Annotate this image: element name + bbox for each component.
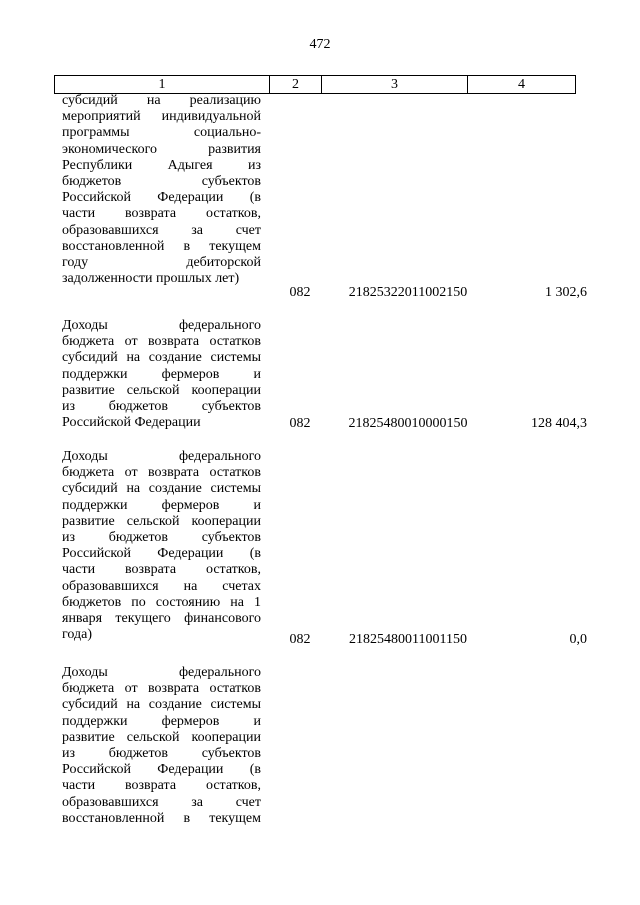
column-header-1: 1 [55, 76, 270, 94]
description-line: бюджета от возврата остатков [62, 681, 261, 697]
description-line: из бюджетов субъектов [62, 399, 261, 415]
page-number: 472 [309, 37, 331, 52]
description-line: развитие сельской кооперации [62, 382, 261, 398]
description-line: восстановленной в текущем [62, 810, 261, 826]
description-line: Российской Федерации (в [62, 190, 261, 206]
description-line: восстановленной в текущем [62, 238, 261, 254]
description-line: образовавшихся за счет [62, 222, 261, 238]
description-line: образовавшихся на счетах [62, 578, 261, 594]
admin-code: 082 [289, 632, 311, 647]
description-line: Доходы федерального [62, 318, 261, 333]
description-line: Доходы федерального [62, 449, 261, 464]
description-line: субсидий на создание системы [62, 350, 261, 366]
row-description [62, 93, 261, 287]
description-line: из бюджетов субъектов [62, 530, 261, 546]
description-line: субсидий на реализацию [62, 93, 261, 108]
admin-code: 082 [289, 285, 311, 300]
description-line: бюджета от возврата остатков [62, 465, 261, 481]
admin-code: 082 [289, 416, 311, 431]
budget-classification-code: 21825480011001150 [349, 632, 467, 647]
column-header-row [54, 75, 576, 94]
column-header-2: 2 [270, 76, 322, 94]
description-line: бюджетов субъектов [62, 174, 261, 190]
description-line: части возврата остатков, [62, 778, 261, 794]
budget-classification-code: 21825480010000150 [348, 416, 468, 431]
description-line: задолженности прошлых лет) [62, 271, 240, 287]
description-line: из бюджетов субъектов [62, 746, 261, 762]
row-description [62, 318, 261, 431]
description-line: января текущего финансового [62, 611, 261, 627]
description-line: образовавшихся за счет [62, 794, 261, 810]
description-line: экономического развития [62, 141, 261, 157]
description-line: части возврата остатков, [62, 206, 261, 222]
description-line: года) [62, 627, 92, 643]
description-line: развитие сельской кооперации [62, 513, 261, 529]
description-line: поддержки фермеров и [62, 713, 261, 729]
amount: 1 302,6 [545, 285, 587, 300]
description-line: бюджетов по состоянию на 1 [62, 594, 261, 610]
description-line: Республики Адыгея из [62, 157, 261, 173]
amount: 0,0 [569, 632, 587, 647]
description-line: развитие сельской кооперации [62, 729, 261, 745]
description-line: году дебиторской [62, 255, 261, 271]
description-line: субсидий на создание системы [62, 697, 261, 713]
description-line: Доходы федерального [62, 665, 261, 680]
column-header-3: 3 [322, 76, 468, 94]
description-line: части возврата остатков, [62, 562, 261, 578]
description-line: Российской Федерации (в [62, 762, 261, 778]
description-line: субсидий на создание системы [62, 481, 261, 497]
description-line: поддержки фермеров и [62, 366, 261, 382]
amount: 128 404,3 [531, 416, 587, 431]
description-line: бюджета от возврата остатков [62, 334, 261, 350]
budget-classification-code: 21825322011002150 [348, 285, 468, 300]
row-description [62, 449, 261, 643]
description-line: Российской Федерации (в [62, 546, 261, 562]
description-line: поддержки фермеров и [62, 497, 261, 513]
column-header-4: 4 [468, 76, 576, 94]
description-line: мероприятий индивидуальной [62, 109, 261, 125]
description-line: Российской Федерации [62, 415, 201, 431]
description-line: программы социально- [62, 125, 261, 141]
row-description [62, 665, 261, 827]
